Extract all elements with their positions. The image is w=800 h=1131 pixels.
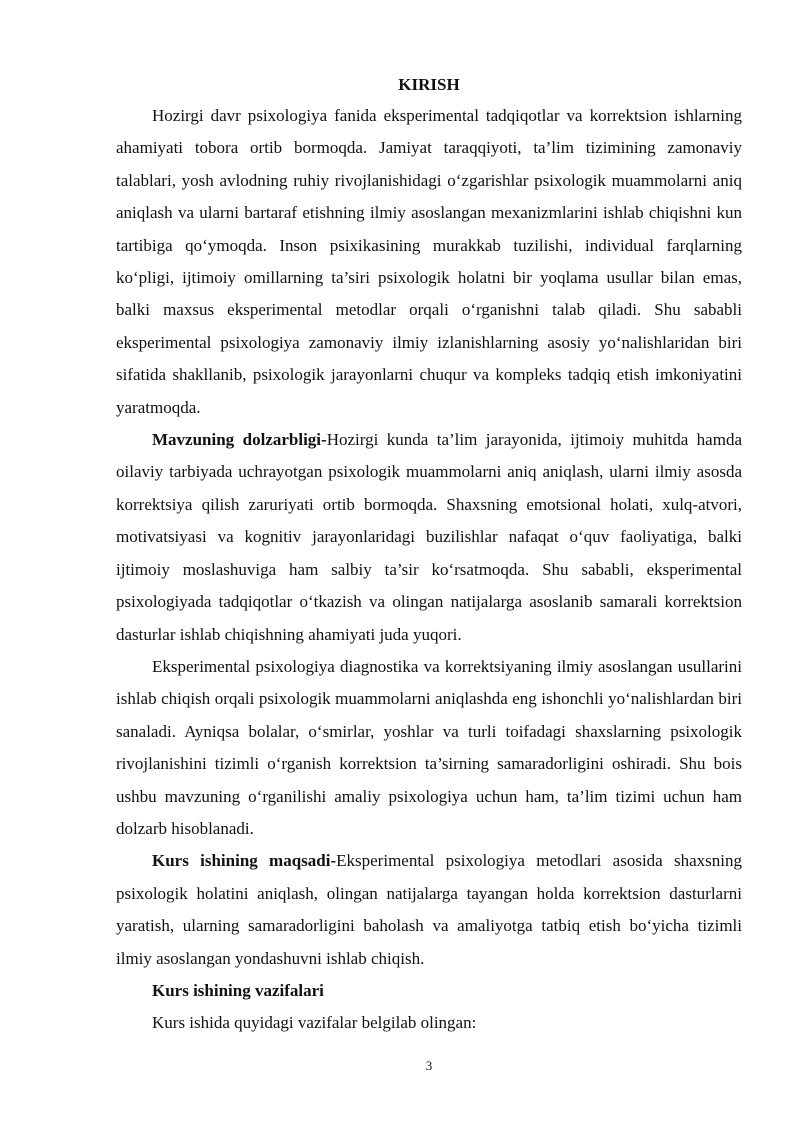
intro-paragraph <box>116 100 742 424</box>
relevance-paragraph <box>116 424 742 651</box>
tasks-subheading: Kurs ishining vazifalari <box>152 980 324 1000</box>
paragraph-text: Eksperimental psixologiya diagnostika va korrektsiyaning ilmiy asoslangan usullarini ishlab chiqish orqali psixologik muammolarni aniqlashda eng ishonchli yo‘nalishlardan biri sanaladi. Ayniqsa bolalar, o‘smirlar, yoshlar va turli toifadagi shaxslarning psixologik rivojlanishini tizimli o‘rganish korrektsion ta’sirning samaradorligini oshiradi. Shu bois ushbu mavzuning o‘rganilishi amaliy psixologiya uchun ham, ta’lim tizimi uchun ham dolzarb hisoblanadi. <box>116 656 742 838</box>
paragraph-lead: Mavzuning dolzarbligi- <box>152 430 327 450</box>
methods-paragraph <box>116 651 742 845</box>
paragraph-text: Eksperimental psixologiya metodlari asosida shaxsning psixologik holatini aniqlash, olingan natijalarga tayangan holda korrektsion dasturlarni yaratish, ularning samaradorligini baholash va amaliyotga tatbiq etish bo‘yicha tizimli ilmiy asoslangan yondashuvni ishlab chiqish. <box>116 851 742 968</box>
paragraph-text: Kurs ishida quyidagi vazifalar belgilab olingan: <box>152 1013 477 1033</box>
paragraph-text: Hozirgi kunda ta’lim jarayonida, ijtimoiy muhitda hamda oilaviy tarbiyada uchrayotgan psixologik muammolarni aniq aniqlash, ularni ilmiy asosda korrektsiya qilish zaruriyati ortib bormoqda. Shaxsning emotsional holati, xulq-atvori, motivatsiyasi va kognitiv jarayonlaridagi buzilishlar nafaqat o‘quv faoliyatiga, balki ijtimoiy moslashuviga ham salbiy ta’sir ko‘rsatmoqda. Shu sababli, eksperimental psixologiyada tadqiqotlar o‘tkazish va olingan natijalarga asoslanib samarali korrektsion dasturlar ishlab chiqishning ahamiyati juda yuqori. <box>116 430 742 644</box>
page-number: 3 <box>425 1058 433 1073</box>
page-title: KIRISH <box>398 75 460 94</box>
paragraph-text: Hozirgi davr psixologiya fanida eksperimental tadqiqotlar va korrektsion ishlarning ahamiyati tobora ortib bormoqda. Jamiyat taraqqiyoti, ta’lim tizimining zamonaviy talablari, yosh avlodning ruhiy rivojlanishidagi o‘zgarishlar psixologik muammolarni aniq aniqlash va ularni bartaraf etishning ilmiy asoslangan mexanizmlarini ishlab chiqishni kun tartibiga qo‘ymoqda. Inson psixikasining murakkab tuzilishi, individual farqlarning ko‘pligi, ijtimoiy omillarning ta’siri psixologik holatni bir yoqlama usullar bilan emas, balki maxsus eksperimental metodlar orqali o‘rganishni talab qiladi. Shu sababli eksperimental psixologiya zamonaviy ilmiy izlanishlarning asosiy yo‘nalishlaridan biri sifatida shakllanib, psixologik jarayonlarni chuqur va kompleks tadqiq etish imkoniyatini yaratmoqda. <box>116 106 742 417</box>
tasks-intro-line <box>116 1007 742 1039</box>
goal-paragraph <box>116 845 742 975</box>
paragraph-lead: Kurs ishining maqsadi- <box>152 851 337 871</box>
